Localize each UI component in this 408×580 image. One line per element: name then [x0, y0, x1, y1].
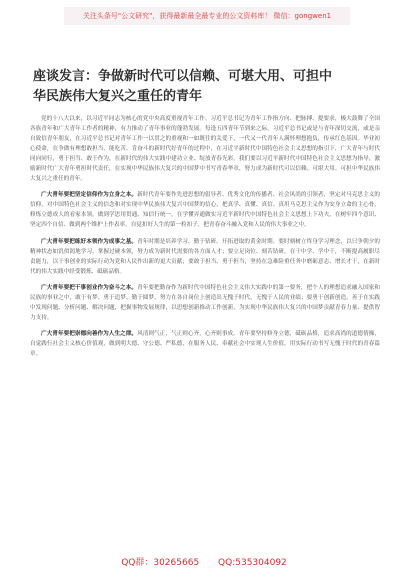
paragraph [30, 237, 380, 277]
paragraph-text: 青年要把勤奋作为新时代中国特色社会主义伟大实践中的第一要务，把个人的理想追求融入国家和民族的事业之中，敢于有梦、勇于追梦、勤于圆梦，努力在各自岗位上创造出无愧于时代、无愧于人民的业绩；要勇于创新创造，善于在实践中发现问题、分析问题、解决问题，把握事物发展规律，以思想创新推动工作创新，为实现中华民族伟大复兴的中国梦贡献青春力量、提供智力支持。 [30, 284, 380, 321]
footer-contact [0, 553, 408, 573]
title-line-1: 座谈发言：争做新时代可以信赖、可堪大用、可担中 [33, 69, 333, 84]
footer-qq-group: QQ群：30265665 [121, 558, 200, 568]
paragraph-text: 风清则气正，气正则心齐，心齐则事成。青年要坚持修身立德，砥砺品格，追求高尚的道德情操，自觉践行社会主义核心价值观，做到明大德、守公德、严私德，在服务人民、奉献社会中实现人生价值，用实际行动书写无愧于时代的青春篇章。 [30, 330, 380, 357]
document-body [30, 114, 380, 554]
paragraph [30, 190, 380, 230]
title-line-2: 华民族伟大复兴之重任的青年 [33, 89, 203, 104]
paragraph-lead: 广大青年要把练好本领作为成事之基。 [41, 238, 138, 245]
paragraph [30, 283, 380, 323]
paragraph-text: 青年时期是培养学习、勤于钻研、开拓进取的黄金时期。要时刻树立终身学习理念，以只争朝夕的精神状态如饥似渴地学习，掌握过硬本领，努力成为新时代需要的各方面人才；要立足岗位、刻苦钻研，在干中学、学中干，不断提高履职尽责能力，以干事创业的实际行动为党和人民作出新的更大贡献；要敢于担当、勇于担当，坚持在急难险重任务中磨砺意志、增长才干，在新时代的伟大实践中经受锻炼、砥砺品格。 [30, 238, 380, 275]
paragraph [30, 329, 380, 359]
top-banner [64, 7, 350, 25]
paragraph-text: 新时代青年要作先进思想的倡导者、优秀文化的传播者、社会风尚的引领者，坚定对马克思主义的信仰，对中国特色社会主义的信念和对实现中华民族伟大复兴中国梦的信心，把真学、真懂、真信、真用马克思主义作为安身立命的主心骨，修炼立德成人的看家本领，做到学思用贯通、知信行统一，在学懂弄通做实习近平新时代中国特色社会主义思想上下功夫，在树牢四个意识、坚定四个自信、做到两个维护上作表率，自觉扣好人生的第一粒扣子，把青春奋斗融入党和人民的伟大事业之中。 [30, 192, 380, 229]
paragraph-text: 党的十八大以来，以习近平同志为核心的党中央高度重视青年工作。习近平总书记为青年工作指方向、把脉搏、提要求，极大鼓舞了全国各族青年和广大青年工作者的精神，有力推动了青年事业的蓬勃发展。每逢五四青年节到来之际，习近平总书记或是与青年深切交流，或是亲自致信青年朋友，在习近平总书记对青年工作一以贯之的重视和一如既往的关爱下，一代又一代青年人满怀理想抱负，传承红色基因。毕业初心使命，在争做有理想敢担当、能吃苦、肯奋斗的新时代好青年的过程中，在习近平新时代中国特色社会主义思想的指引下，广大青年与时代同向同行，勇于担当、敢于作为，在新时代的伟大实践中建功立业、绽放青春光彩。我们要以习近平新时代中国特色社会主义思想为指导，激励新时代广大青年勇担时代责任，在实现中华民族伟大复兴的中国梦中书写青春华章，努力成为新时代可以信赖、可堪大用、可担中华民族伟大复兴之重任的青年。 [30, 116, 380, 183]
page-title [33, 67, 383, 107]
banner-text: 关注头条号"公文研究"，获得最新最全最专业的公文资料库！ 微信：gongwen1 [82, 12, 332, 20]
paragraph-lead: 广大青年要把干事创业作为奋斗之本。 [41, 284, 138, 291]
paragraph-lead: 广大青年要把坚定信仰作为立身之本。 [41, 192, 138, 199]
footer-qq: QQ:535304092 [218, 558, 287, 568]
paragraph [30, 114, 380, 184]
paragraph-lead: 广大青年要把崇德向善作为人生之律。 [41, 330, 138, 337]
